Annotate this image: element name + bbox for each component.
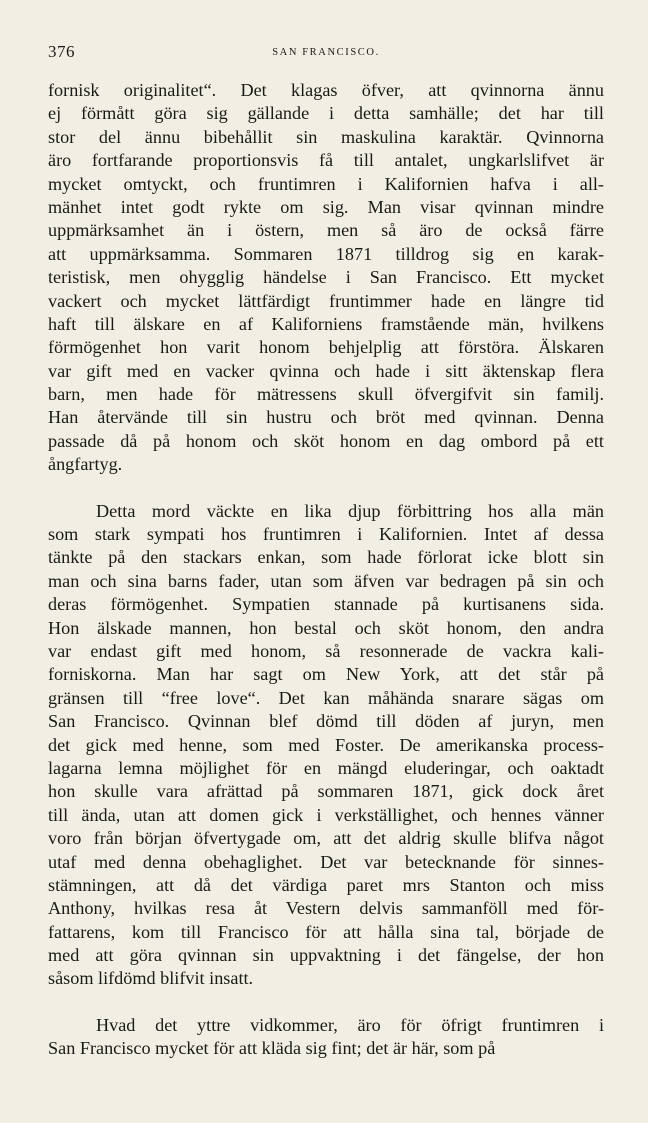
text-line: såsom lifdömd blifvit insatt. [48,968,254,989]
text-line: ej förmått göra sig gällande i detta samhälle; det har till [48,103,604,124]
text-line: förmögenhet hon varit honom behjelplig att förstöra. Älskaren [48,337,604,358]
text-line: hon skulle vara afrättad på sommaren 1871, gick dock året [48,781,604,802]
text-line: med att göra qvinnan sin uppvaktning i det fängelse, der hon [48,945,604,966]
text-line: passade då på honom och sköt honom en dag ombord på ett [48,430,604,451]
text-line: som stark sympati hos fruntimren i Kalifornien. Intet af dessa [48,524,604,545]
text-line: San Francisco. Qvinnan blef dömd till döden af juryn, men [48,711,604,732]
text-line: voro från början öfvertygade om, att det aldrig skulle blifva något [48,828,604,849]
text-line: stor del ännu bibehållit sin maskulina karaktär. Qvinnorna [48,126,604,147]
text-line: deras förmögenhet. Sympatien stannade på kurtisanens sida. [48,594,604,615]
text-line: teristisk, men ohygglig händelse i San Francisco. Ett mycket [48,267,604,288]
text-line: till ända, utan att domen gick i verkställighet, och hennes vänner [48,804,604,825]
text-line: gränsen till “free love“. Det kan måhända snarare sägas om [48,687,604,708]
text-line: var endast gift med honom, så resonnerade de vackra kali- [48,640,604,661]
text-line: San Francisco mycket för att kläda sig fint; det är här, som på [48,1038,496,1059]
text-line: uppmärksamhet än i östern, men så äro de också färre [48,220,604,241]
paragraph [48,1014,604,1061]
text-line: att uppmärksamma. Sommaren 1871 tilldrog sig en karak- [48,243,604,264]
text-line: var gift med en vacker qvinna och hade i sitt äktenskap flera [48,360,604,381]
text-line: Anthony, hvilkas resa åt Vestern delvis sammanföll med för- [48,898,604,919]
text-line: mänhet intet godt rykte om sig. Man visar qvinnan mindre [48,196,604,217]
text-line: man och sina barns fader, utan som äfven var bedragen på sin och [48,570,604,591]
page-number: 376 [48,42,75,61]
text-line: ångfartyg. [48,454,123,475]
text-line: Hon älskade mannen, hon bestal och sköt honom, den andra [48,617,604,638]
text-line: stämningen, att då det värdiga paret mrs Stanton och miss [48,874,604,895]
text-line: lagarna lemna möjlighet för en mängd eluderingar, och oaktadt [48,757,604,778]
text-line: det gick med henne, som med Foster. De amerikanska process- [48,734,604,755]
paragraph [48,79,604,477]
running-head [48,42,604,66]
text-line: tänkte på den stackars enkan, som hade förlorat icke blott sin [48,547,604,568]
text-line: Han återvände till sin hustru och bröt med qvinnan. Denna [48,407,604,428]
running-title: SAN FRANCISCO. [272,47,380,58]
text-line: utaf med denna obehaglighet. Det var betecknande för sinnes- [48,851,604,872]
text-line: barn, men hade för mätressens skull öfvergifvit sin familj. [48,384,604,405]
text-line: fornisk originalitet“. Det klagas öfver, att qvinnorna ännu [48,80,604,100]
text-line: äro fortfarande proportionsvis få till antalet, ungkarlslifvet är [48,150,604,171]
text-line: Hvad det yttre vidkommer, äro för öfrigt fruntimren i [96,1014,604,1035]
text-line: fattarens, kom till Francisco för att hålla sina tal, började de [48,921,604,942]
text-line: vackert och mycket lättfärdigt fruntimmer hade en längre tid [48,290,604,311]
paragraph [48,500,604,991]
text-line: Detta mord väckte en lika djup förbittring hos alla män [96,500,604,521]
text-line: haft till älskare en af Kaliforniens framstående män, hvilkens [48,313,604,334]
text-line: forniskorna. Man har sagt om New York, att det står på [48,664,604,685]
text-line: mycket omtyckt, och fruntimren i Kalifornien hafva i all- [48,173,604,194]
body-text [48,79,604,1061]
